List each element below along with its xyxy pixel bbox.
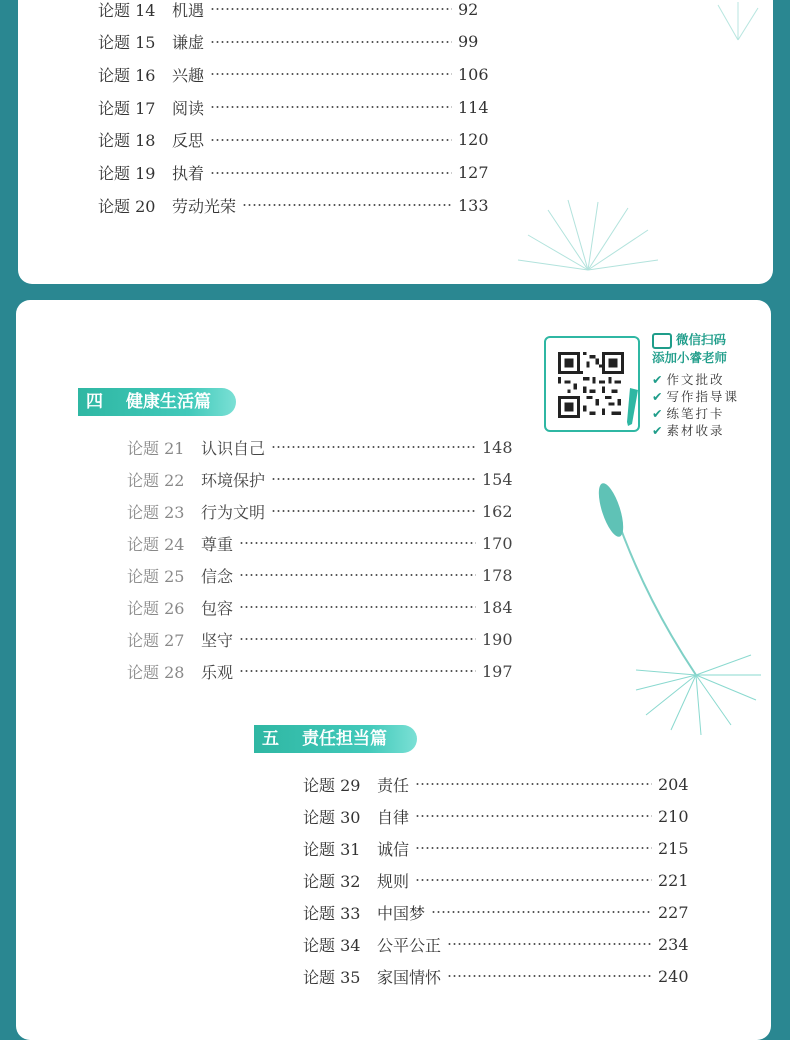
toc-entry-page: 133 [458,195,489,215]
leader-dots [210,106,452,108]
toc-entry[interactable] [98,128,498,152]
toc-entry-title: 劳动光荣 [172,196,237,216]
toc-entry-number: 论题 16 [98,65,156,85]
leader-dots [271,478,476,480]
toc-entry-page: 92 [458,0,479,19]
toc-entry-page: 99 [458,32,479,52]
toc-entry-title: 反思 [172,131,205,151]
check-icon: ✔ [652,406,663,421]
leader-dots [415,815,652,817]
toc-entry-page: 227 [658,902,689,922]
check-icon: ✔ [652,423,663,438]
toc-entry[interactable] [303,836,698,860]
qr-feature-item: ✔ 写作指导课 [652,389,739,404]
leader-dots [210,139,452,141]
qr-feature-item: ✔ 练笔打卡 [652,406,725,421]
toc-entry-page: 154 [482,469,513,489]
leader-dots [447,943,652,945]
section-banner-4: 四 健康生活篇 [78,388,236,416]
toc-entry-page: 215 [658,838,689,858]
qr-feature-item: ✔ 素材收录 [652,423,725,438]
qr-feature-item: ✔ 作文批改 [652,372,725,387]
toc-entry[interactable] [303,900,698,924]
toc-entry-title: 包容 [201,598,234,618]
toc-entry[interactable] [127,659,522,683]
toc-entry-number: 论题 29 [303,775,361,795]
toc-entry-title: 尊重 [201,534,234,554]
leader-dots [447,975,652,977]
qr-caption-line1: 微信扫码 [652,330,726,349]
toc-entry-number: 论题 18 [98,131,156,151]
leader-dots [210,41,452,43]
toc-entry-number: 论题 20 [98,196,156,216]
leader-dots [415,783,652,785]
leader-dots [239,670,476,672]
leader-dots [239,606,476,608]
leader-dots [271,446,476,448]
toc-entry-title: 诚信 [377,839,410,859]
toc-entry[interactable] [127,531,522,555]
dandelion-decoration-corner [708,0,768,50]
toc-entry-number: 论题 23 [127,502,185,522]
toc-entry-page: 162 [482,501,513,521]
toc-entry[interactable] [303,772,698,796]
toc-entry-number: 论题 28 [127,662,185,682]
toc-entry-page: 114 [458,97,489,117]
toc-entry-title: 机遇 [172,0,205,20]
toc-entry-page: 210 [658,806,689,826]
toc-entry[interactable] [98,193,498,217]
toc-entry-title: 中国梦 [377,903,426,923]
check-icon: ✔ [652,372,663,387]
check-icon: ✔ [652,389,663,404]
leader-dots [239,574,476,576]
toc-entry-title: 认识自己 [201,438,266,458]
toc-entry[interactable] [127,627,522,651]
toc-entry[interactable] [303,932,698,956]
toc-entry-number: 论题 26 [127,598,185,618]
toc-entry-number: 论题 32 [303,871,361,891]
toc-entry-number: 论题 15 [98,33,156,53]
grass-dandelion-decoration [576,475,766,745]
leader-dots [431,911,652,913]
toc-entry-number: 论题 19 [98,164,156,183]
toc-entry-title: 家国情怀 [377,967,442,987]
toc-entry-page: 148 [482,437,513,457]
leader-dots [210,73,452,75]
leader-dots [210,172,452,174]
toc-entry-title: 责任 [377,775,410,795]
section-banner-5: 五 责任担当篇 [254,725,417,753]
toc-entry-number: 论题 35 [303,967,361,987]
pencil-icon [626,388,640,428]
toc-entry[interactable] [98,30,498,54]
toc-entry-title: 坚守 [201,630,234,650]
toc-entry-number: 论题 17 [98,98,156,118]
toc-entry-title: 自律 [377,807,410,827]
toc-entry-title: 兴趣 [172,65,205,85]
toc-entry-title: 环境保护 [201,470,266,490]
toc-entry-title: 公平公正 [377,935,442,955]
qr-code-frame[interactable] [544,336,640,432]
toc-entry-number: 论题 33 [303,903,361,923]
toc-entry-number: 论题 25 [127,566,185,586]
toc-entry-page: 240 [658,966,689,986]
toc-entry-page: 204 [658,774,689,794]
toc-entry[interactable] [98,95,498,119]
toc-entry-number: 论题 22 [127,470,185,490]
leader-dots [242,204,452,206]
leader-dots [415,847,652,849]
toc-entry[interactable] [303,964,698,988]
toc-entry[interactable] [127,435,522,459]
toc-entry[interactable] [98,0,498,21]
toc-entry-title: 阅读 [172,98,205,118]
toc-entry-title: 信念 [201,566,234,586]
toc-entry[interactable] [127,563,522,587]
toc-card-bottom [16,300,771,1040]
qr-caption-line2: 添加小睿老师 [652,350,728,365]
toc-entry-page: 184 [482,597,513,617]
toc-entry[interactable] [127,595,522,619]
toc-entry[interactable] [127,499,522,523]
toc-entry-number: 论题 30 [303,807,361,827]
wechat-icon [652,333,672,349]
toc-entry-title: 规则 [377,871,410,891]
toc-entry-number: 论题 34 [303,935,361,955]
toc-card-top [18,0,773,284]
toc-entry-number: 论题 24 [127,534,185,554]
toc-entry-page: 221 [658,870,689,890]
toc-entry-number: 论题 21 [127,438,185,458]
toc-entry-page: 106 [458,64,489,84]
toc-entry[interactable] [98,62,498,86]
leader-dots [239,638,476,640]
toc-entry-page: 190 [482,629,513,649]
leader-dots [210,8,452,10]
qr-code-icon [558,352,624,418]
toc-entry[interactable] [98,161,498,185]
toc-entry-number: 论题 31 [303,839,361,859]
toc-entry-title: 执着 [172,164,205,183]
dandelion-decoration-top [488,190,688,284]
toc-entry-page: 127 [458,163,489,182]
toc-entry-page: 170 [482,533,513,553]
toc-entry-page: 120 [458,130,489,150]
toc-entry-page: 197 [482,661,513,681]
toc-entry-title: 行为文明 [201,502,266,522]
toc-entry[interactable] [303,868,698,892]
toc-entry[interactable] [127,467,522,491]
leader-dots [239,542,476,544]
toc-entry-number: 论题 27 [127,630,185,650]
toc-entry-title: 谦虚 [172,33,205,53]
toc-entry-number: 论题 14 [98,0,156,20]
leader-dots [271,510,476,512]
toc-entry-title: 乐观 [201,662,234,682]
leader-dots [415,879,652,881]
toc-entry-page: 234 [658,934,689,954]
toc-entry-page: 178 [482,565,513,585]
toc-entry[interactable] [303,804,698,828]
